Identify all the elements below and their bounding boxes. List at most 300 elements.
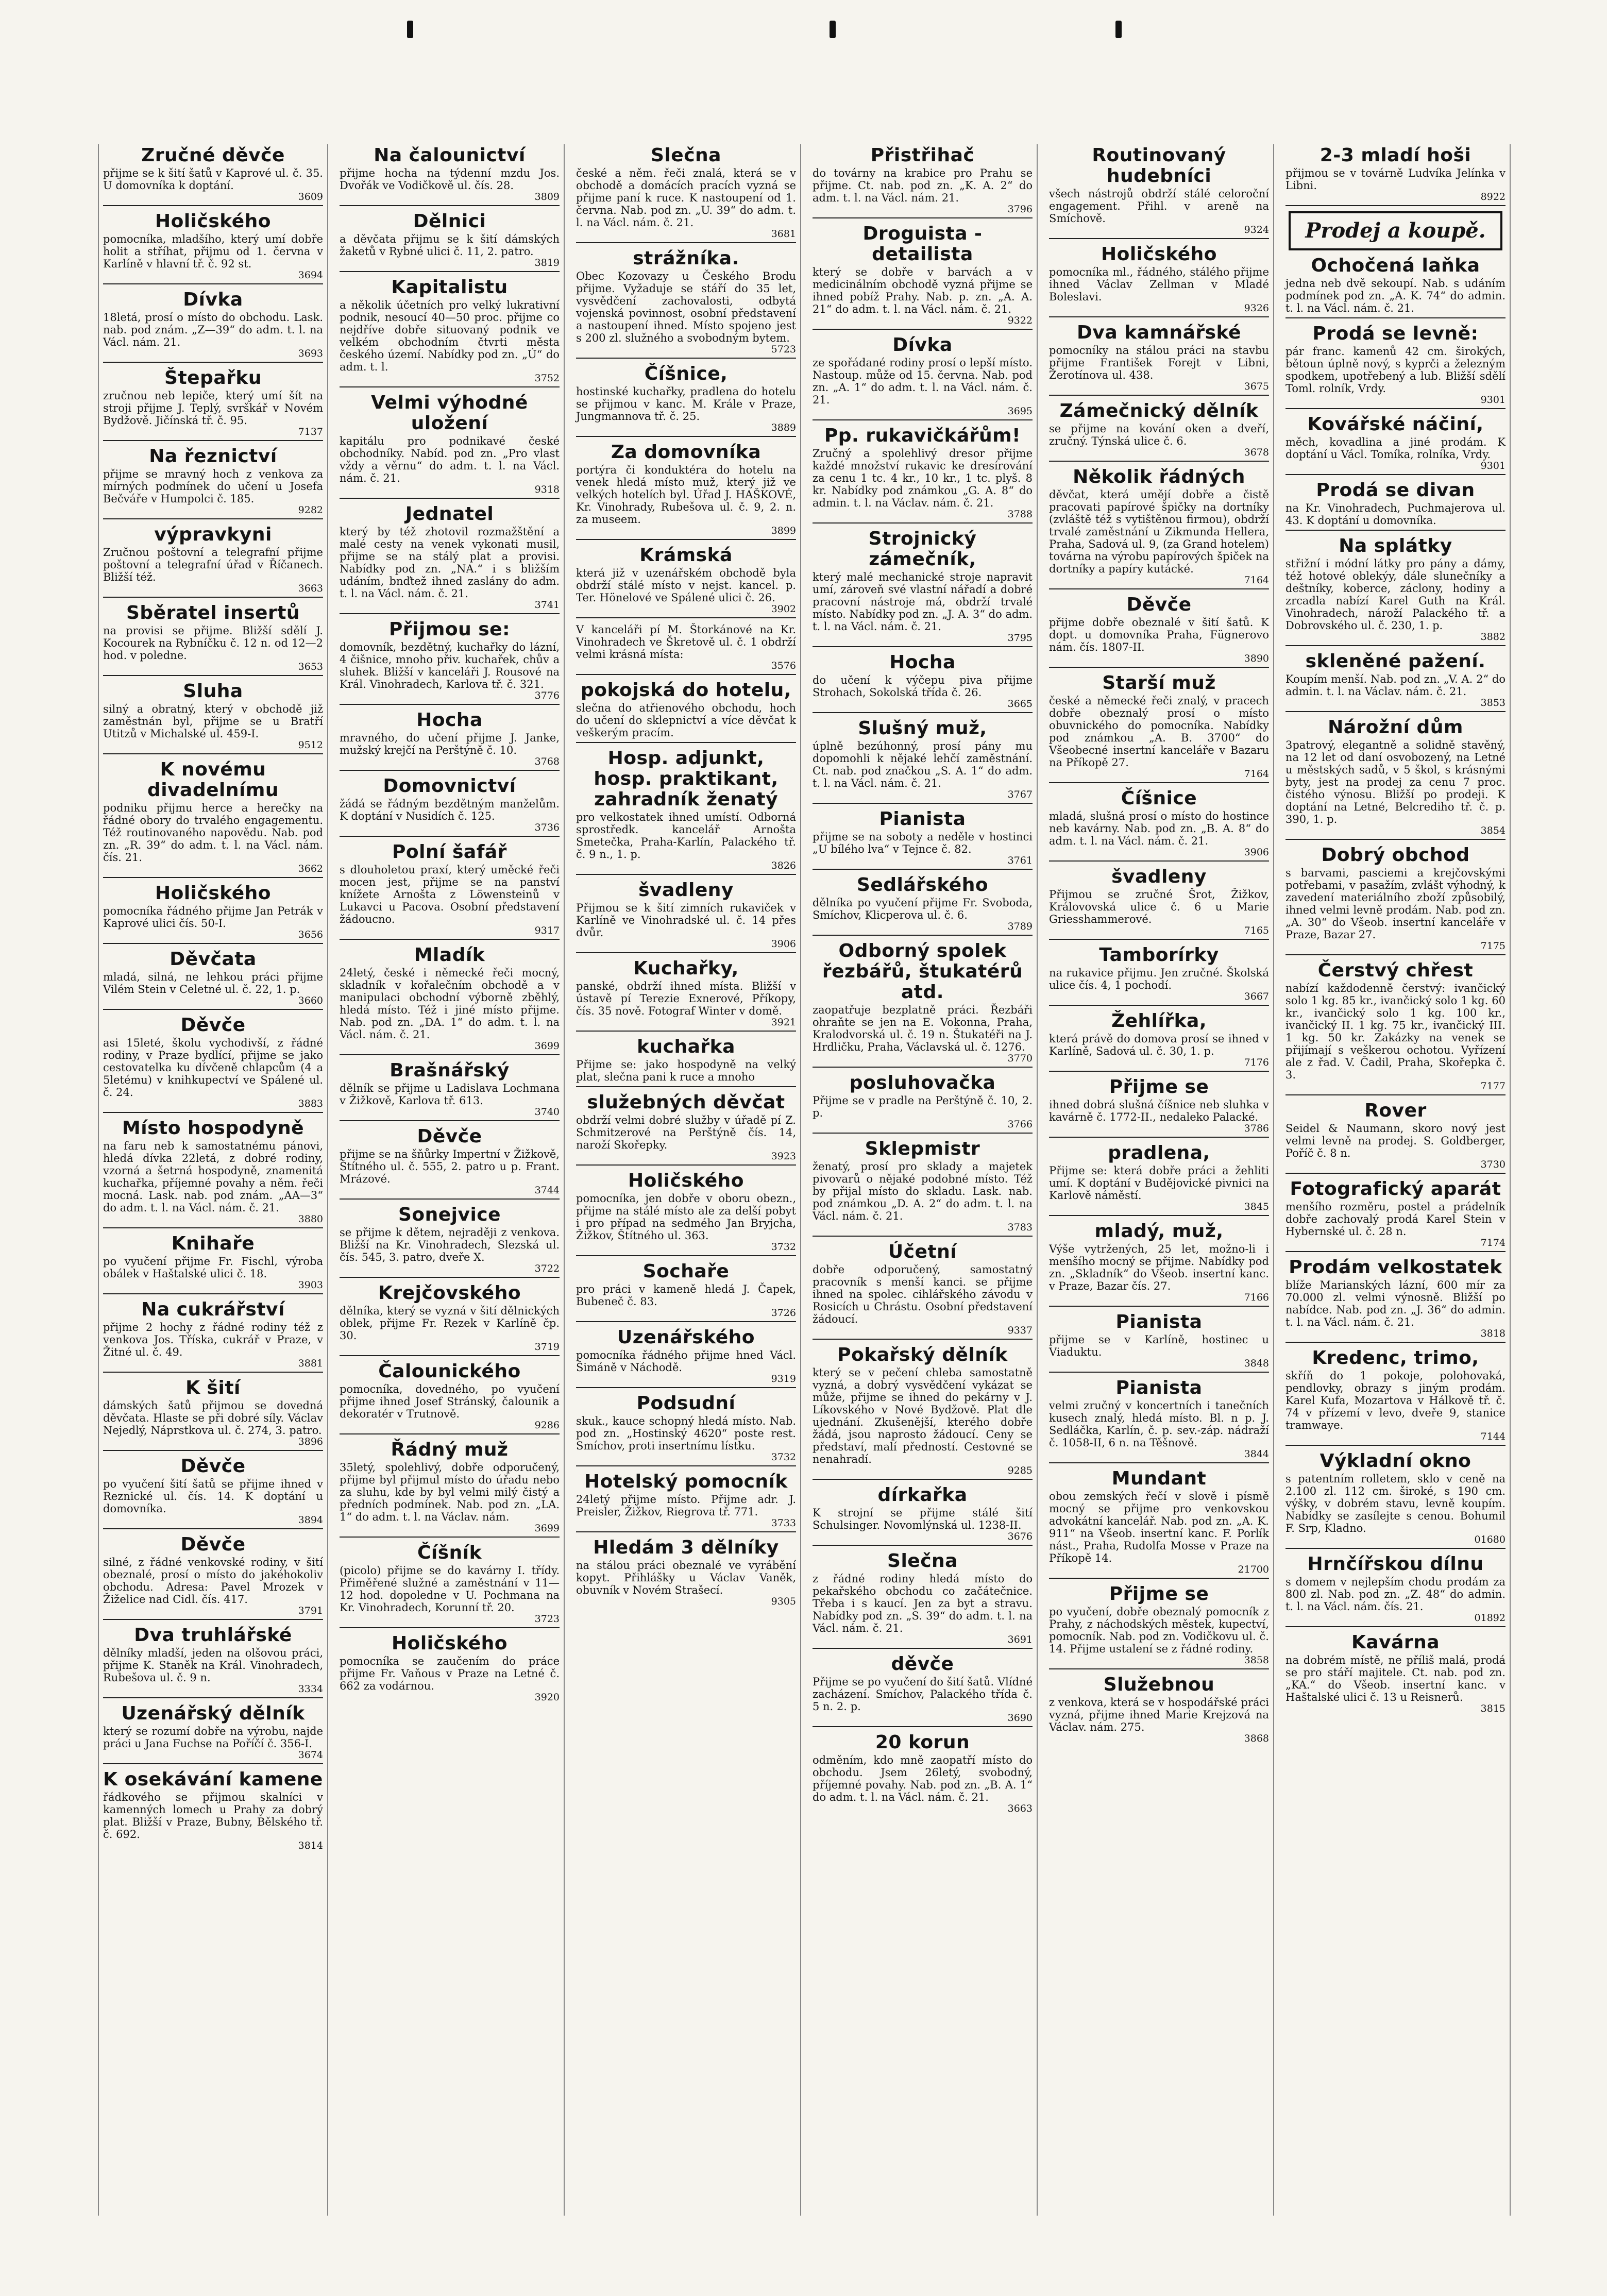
ad-heading: Holičského — [391, 1633, 508, 1654]
ad-heading: Holičského — [155, 211, 272, 232]
ad-body: 35letý, spolehlivý, dobře odporučený, přijme byl přijmul místo do úřadu nebo za sluhu, kde by byl velmi milý čistý a předních podmínek. Nab. pod zn. „LA. 1“ do adm. t. l. na Václav. nám. — [340, 1461, 560, 1523]
classified-ad — [340, 1543, 560, 1628]
ad-heading: pokojská do hotelu, — [581, 680, 791, 701]
classified-ad — [1285, 414, 1505, 475]
ad-heading: Dělnici — [413, 211, 486, 232]
ad-heading: Slečna — [887, 1550, 958, 1572]
ad-number: 3880 — [298, 1213, 323, 1225]
ad-heading: Děvče — [180, 1534, 246, 1555]
ad-heading: Mladík — [414, 944, 485, 966]
classified-ad — [340, 277, 560, 387]
ad-body: pomocníka, mladšího, který umí dobře holit a stříhat, přijmu od 1. června v Karlíně v hlavní tř. č. 92 st. — [103, 233, 323, 270]
ad-number: 3789 — [1007, 921, 1033, 932]
ad-number: 3903 — [298, 1279, 323, 1291]
classified-ad — [1285, 717, 1505, 840]
ad-heading: Hocha — [889, 652, 956, 673]
ad-body: přijme 2 hochy z řádné rodiny též z venkova Jos. Tříska, cukrář v Praze, v Žitné ul. č. 49. — [103, 1321, 323, 1358]
ad-body: dobře odporučený, samostatný pracovník s menší kanci. se přijme ihned na spolec. cihlářského závodu v Rosicích u Chrástu. Osobní představení žádoucí. — [813, 1263, 1033, 1325]
ad-number: 3723 — [534, 1613, 560, 1625]
classified-ad — [1285, 1348, 1505, 1446]
ad-body: měch, kovadlina a jiné prodám. K doptání u Václ. Tomíka, rolníka, Vrdy. — [1285, 436, 1505, 461]
classified-ad — [340, 710, 560, 771]
ad-body: V kanceláři pí M. Štorkánové na Kr. Vinohradech ve Škretově ul. č. 1 obdrží velmi krásná místa: — [576, 623, 796, 661]
ad-body: přijme se na šňůrky Impertní v Žižkově, Štítného ul. č. 555, 2. patro u p. Frant. Mrázové. — [340, 1148, 560, 1185]
ad-body: pro velkostatek ihned umístí. Odborná sprostředk. kancelář Arnošta Smetečka, Praha-Karlín, Palackého tř. č. 9 n., 1. p. — [576, 811, 796, 860]
ad-number: 9512 — [298, 739, 323, 751]
ad-number: 3334 — [298, 1683, 323, 1695]
ad-number: 7165 — [1244, 925, 1269, 936]
ad-heading: Sluha — [183, 681, 243, 702]
ad-number: 3853 — [1480, 697, 1505, 708]
ad-body: jedna neb dvě sekoupí. Nab. s udáním podmínek pod zn. „A. K. 74“ do admin. t. l. na Václ. nám. č. 21. — [1285, 277, 1505, 314]
classified-ad — [1049, 1675, 1269, 1747]
ad-body: na dobrém místě, ne příliš malá, prodá se pro stáří majitele. Ct. nab. pod zn. „KA.“ do Všeob. insertní kanc. v Haštalské ulici č. 13 u Reisnerů. — [1285, 1654, 1505, 1703]
ad-body: 3patrový, elegantně a solidně stavěný, na 12 let od daní osvobozený, na Letné u městských sadů, v 5 škol, s krásnými byty, jest na prodej za cenu 7 proc. čistého výnosu. Bližší po prodeji. K doptání na Letné, Belcrediho tř. č. p. 390, 1. p. — [1285, 739, 1505, 825]
ad-number: 9317 — [534, 925, 560, 936]
ad-heading: Na čalounictví — [374, 145, 526, 166]
ad-heading: Holičského — [155, 883, 272, 904]
classified-ad — [340, 1283, 560, 1356]
classified-ad — [813, 145, 1033, 218]
ad-heading: Několik řádných — [1073, 466, 1245, 487]
ad-body: české a něm. řeči znalá, která se v obchodě a domácích pracích vyzná se přijme paní k ruce. K nastoupení od 1. června. Nab. pod zn. „U. 39“ do adm. t. l. na Václ. nám. č. 21. — [576, 167, 796, 229]
ad-number: 3768 — [534, 756, 560, 767]
classified-ad — [1049, 788, 1269, 862]
ad-number: 9301 — [1480, 460, 1505, 471]
classified-ad — [576, 145, 796, 243]
classified-ad — [813, 1242, 1033, 1340]
ad-body: který by též zhotovil rozmažštění a malé cesty na venek vykonati musil, přijme se na stálý plat a provisi. Nabídky pod zn. „NA.“ i s bližším udáním, bnďtež ihned zaslány do adm. t. l. na Václ. nám. č. 21. — [340, 526, 560, 600]
ad-number: 3767 — [1007, 789, 1033, 800]
ad-heading: Hledám 3 dělníky — [593, 1537, 779, 1558]
ad-number: 3699 — [534, 1040, 560, 1052]
ad-number: 3906 — [1244, 847, 1269, 858]
classified-ad — [103, 368, 323, 441]
ad-number: 3766 — [1007, 1119, 1033, 1130]
ad-heading: Pianista — [1115, 1377, 1203, 1398]
ad-number: 3868 — [1244, 1733, 1269, 1744]
ad-heading: 2-3 mladí hoši — [1320, 145, 1471, 166]
column-3 — [572, 144, 801, 2216]
ad-heading: Přijme se — [1109, 1583, 1209, 1605]
ad-body: přijme se v Karlíně, hostinec u Viaduktu. — [1049, 1333, 1269, 1358]
ad-heading: Rover — [1364, 1100, 1427, 1121]
classified-ad — [1049, 323, 1269, 396]
ad-number: 3741 — [534, 599, 560, 611]
ad-heading: výpravkyni — [154, 524, 272, 545]
ad-heading: Ochočená laňka — [1311, 255, 1480, 276]
ad-number: 3899 — [771, 525, 796, 536]
ad-number: 3786 — [1244, 1123, 1269, 1134]
classified-ad — [103, 446, 323, 519]
classified-ad — [1285, 651, 1505, 712]
ad-number: 7175 — [1480, 940, 1505, 952]
classified-ad — [1049, 1378, 1269, 1463]
ad-body: hostinské kuchařky, pradlena do hotelu se přijmou v kanc. M. Krále v Praze, Jungmannova tř. č. 25. — [576, 385, 796, 423]
ad-body: pro práci v kameně hledá J. Čapek, Bubeneč č. 83. — [576, 1283, 796, 1308]
ad-body: 18letá, prosí o místo do obchodu. Lask. nab. pod znám. „Z—39“ do adm. t. l. na Václ. nám. 21. — [103, 311, 323, 348]
ad-body: Výše vytržených, 25 let, možno-li i menšího mocný se přijme. Nabídky pod zn. „Skladník“ do Všeob. insertní kanc. v Praze, Bazar čís. 27. — [1049, 1243, 1269, 1292]
ad-number: 01892 — [1474, 1612, 1505, 1624]
ad-number: 7144 — [1480, 1431, 1505, 1442]
ad-number: 3752 — [534, 373, 560, 384]
ad-number: 9326 — [1244, 302, 1269, 314]
ad-heading: Dívka — [892, 334, 953, 356]
ad-number: 8922 — [1480, 191, 1505, 202]
classified-ad — [1049, 1011, 1269, 1072]
ad-number: 3819 — [534, 257, 560, 268]
ad-body: přijme se k šití šatů v Kaprové ul. č. 35. U domovníka k doptání. — [103, 167, 323, 192]
classified-ad — [813, 426, 1033, 524]
ad-number: 3660 — [298, 995, 323, 1006]
classified-ad — [576, 1092, 796, 1166]
ad-number: 7164 — [1244, 768, 1269, 780]
ad-heading: Štepařku — [164, 367, 262, 389]
ad-body: přijme hocha na týdenní mzdu Jos. Dvořák ve Vodičkově ul. čís. 28. — [340, 167, 560, 192]
ad-heading: Sonejvice — [398, 1204, 501, 1225]
ad-heading: Slečna — [651, 145, 721, 166]
ad-number: 3693 — [298, 348, 323, 359]
classified-ad — [813, 875, 1033, 936]
classified-ad — [576, 680, 796, 743]
newspaper-page — [98, 144, 1511, 2216]
classified-ad — [340, 776, 560, 837]
ad-body: úplně bezúhonný, prosí pány mu dopomohli k nějaké lehčí zaměstnání. Ct. nab. pod značkou „S. A. 1“ do adm. t. l. na Václ. nám. č. 21. — [813, 740, 1033, 789]
classified-ad — [1049, 145, 1269, 239]
ad-heading: švadleny — [1111, 866, 1207, 887]
ad-body: menšího rozměru, postel a prádelník dobře zachovalý prodá Karel Stein v Hybernské ul. č. 28 n. — [1285, 1201, 1505, 1238]
ad-body: řádkového se přijmou skalníci v kamenných lomech u Prahy za dobrý plat. Bližší v Praze, Bubny, Bělského tř. č. 692. — [103, 1791, 323, 1841]
ad-body: který se v pečení chleba samostatně vyzná, a dobrý vysvědčení vykázat se může, přijme se ihned do pekárny v J. Líkovského v Nové Bydžově. Plat dle ujednání. Zkušenější, kterého dobře žádá, jsou naprosto žádoucí. Ceny se představí, malí předností. Cestovné se nenahradí. — [813, 1366, 1033, 1465]
ad-number: 3788 — [1007, 509, 1033, 520]
ad-number: 3663 — [1007, 1803, 1033, 1814]
ad-heading: dírkařka — [877, 1484, 968, 1506]
ad-number: 7176 — [1244, 1057, 1269, 1068]
ad-heading: děvče — [891, 1653, 954, 1675]
ad-number: 3883 — [298, 1098, 323, 1109]
ad-body: pomocníka řádného přijme hned Václ. Šimáně v Náchodě. — [576, 1349, 796, 1374]
ad-number: 3732 — [771, 1451, 796, 1463]
classified-ad — [813, 1485, 1033, 1546]
ad-body: dělníky mladší, jeden na olšovou práci, přijme K. Staněk na Král. Vinohradech, Rubešova ul. č. 9 n. — [103, 1647, 323, 1684]
classified-ad — [813, 1345, 1033, 1480]
ad-heading: Nárožní dům — [1328, 717, 1463, 738]
ad-heading: K novému divadelnímu — [147, 759, 279, 801]
ad-heading: Kapitalistu — [391, 277, 508, 298]
ad-heading: Pokařský dělník — [837, 1344, 1008, 1365]
ad-body: kapitálu pro podnikavé české obchodníky. Nabíd. pod zn. „Pro vlast vždy a věrnu“ do adm. t. l. na Václ. nám. č. 21. — [340, 435, 560, 484]
ad-heading: Domovnictví — [383, 775, 516, 797]
ad-heading: Jednatel — [405, 503, 494, 525]
classified-ad — [1049, 401, 1269, 462]
classified-ad — [1285, 1101, 1505, 1174]
classified-ad — [813, 1073, 1033, 1134]
ad-heading: Droguista - detailista — [862, 223, 983, 265]
ad-body: s dlouholetou praxí, který uměcké řeči mocen jest, přijme se na panství knížete Arnošta z Löwensteinů v Lukavci u Pacova. Osobní představení žádoucno. — [340, 864, 560, 925]
ad-heading: Polní šafář — [392, 841, 507, 863]
ad-heading: skleněné pažení. — [1305, 651, 1486, 672]
ad-number: 3730 — [1480, 1159, 1505, 1170]
ad-body: z venkova, která se v hospodářské práci vyzná, přijme ihned Marie Krejzová na Václav. nám. 275. — [1049, 1696, 1269, 1733]
ad-number: 3732 — [771, 1241, 796, 1253]
classified-ad — [1049, 1312, 1269, 1373]
ad-body: pomocníka, jen dobře v oboru obezn., přijme na stálé místo ale za delší pobyt i pro případ na sedmého Jan Bryjcha, Žižkov, Štítného ul. 363. — [576, 1192, 796, 1242]
classified-ad — [576, 748, 796, 875]
ad-body: pomocníky na stálou práci na stavbu přijme František Forejt v Libni, Žerotínova ul. 438. — [1049, 344, 1269, 381]
classified-ad — [103, 1234, 323, 1294]
classified-ad — [103, 681, 323, 754]
classified-ad — [576, 442, 796, 540]
ad-number: 3722 — [534, 1263, 560, 1274]
ad-heading: Dva kamnářské — [1077, 322, 1241, 343]
classified-ad — [1049, 867, 1269, 940]
ad-body: Přijmou se zručné Šrot, Žižkov, Královovská ulice č. 6 u Marie Griesshammerové. — [1049, 888, 1269, 925]
ad-body: skuk., kauce schopný hledá místo. Nab. pod zn. „Hostinský 4620“ poste rest. Smíchov, proti insertnímu lístku. — [576, 1415, 796, 1452]
classified-ad — [813, 718, 1033, 804]
ad-heading: pradlena, — [1108, 1142, 1210, 1163]
ad-body: žádá se řádným bezdětným manželům. K doptání v Nusidích č. 125. — [340, 798, 560, 822]
classified-ad — [340, 393, 560, 499]
ad-heading: Kovářské náčiní, — [1307, 414, 1484, 435]
ad-heading: Routinovaný hudebníci — [1092, 145, 1226, 187]
ad-body: asi 15leté, školu vychodivší, z řádné rodiny, v Praze bydlící, přijme se jako cestovatelka ku dívčeně chlapcům (4 a 5letému) v knihkupectví ve Spálené ul. č. 24. — [103, 1037, 323, 1099]
ad-body: s barvami, pasciemi a krejčovskými potřebami, v pasažím, zvlášt výhodný, k zavedení materiálního zboží způsobilý, ihned velmi levně prodám. Nab. pod zn. „A. 30“ do Všeob. insertní kanceláře v Praze, Bazar 27. — [1285, 867, 1505, 941]
ad-body: mravného, do učení přijme J. Janke, mužský krejčí na Perštýně č. 10. — [340, 732, 560, 756]
ad-body: velmi zručný v koncertních i tanečních kusech znalý, hledá místo. Bl. n p. J. Sedláčka, Karlín, č. p. sev.-záp. nádraží č. 1058-II, 6 n. na Těšnově. — [1049, 1399, 1269, 1449]
ad-number: 9301 — [1480, 394, 1505, 406]
ad-body: pomocníka, dovedného, po vyučení přijme ihned Josef Stránský, čalounik a dekoratér v Trutnově. — [340, 1383, 560, 1420]
ad-body: Koupím menší. Nab. pod zn. „V. A. 2“ do admin. t. l. na Václav. nám. č. 21. — [1285, 673, 1505, 698]
ad-heading: Za domovníka — [611, 442, 762, 463]
ad-heading: Krámská — [639, 545, 733, 566]
ad-heading: Hocha — [416, 710, 483, 731]
ad-number: 3699 — [534, 1523, 560, 1534]
classified-ad — [1049, 945, 1269, 1006]
ad-body: slečna do atřienového obchodu, hoch do učení do sklepnictví a více děvčat k veškerým pracím. — [576, 702, 796, 739]
ad-heading: mladý, muž, — [1094, 1221, 1224, 1242]
classified-ad — [103, 949, 323, 1010]
ad-number: 9285 — [1007, 1465, 1033, 1476]
ad-body: na Kr. Vinohradech, Puchmajerova ul. 43. K doptání u domovníka. — [1285, 502, 1505, 527]
ad-heading: Mundant — [1111, 1468, 1207, 1489]
ad-body: dělníka po vyučení přijme Fr. Svoboda, Smíchov, Klicperova ul. č. 6. — [813, 897, 1033, 921]
classified-ad — [103, 211, 323, 284]
classified-ad — [103, 1118, 323, 1228]
ad-heading: služebných děvčat — [587, 1092, 785, 1113]
ad-heading: Slušný muž, — [858, 718, 987, 739]
ad-number: 3694 — [298, 269, 323, 281]
ad-body: obou zemských řečí v slově i písmě mocný se přijme pro venkovskou advokátní kancelář. Nab. pod zn. „A. K. 911“ na Všeob. insertní kanc. F. Porlík nást., Praha, Rudolfa Mosse v Praze na Příkopě 14. — [1049, 1490, 1269, 1564]
classified-ad — [1049, 1584, 1269, 1669]
classified-ad — [576, 880, 796, 953]
ad-heading: Na cukrářství — [141, 1299, 285, 1320]
classified-ad — [340, 145, 560, 206]
ad-number: 3809 — [534, 191, 560, 202]
ad-number: 3663 — [298, 583, 323, 594]
classified-ad — [340, 1440, 560, 1538]
classified-ad — [576, 248, 796, 359]
ad-body: Zručný a spolehlivý dresor přijme každé množství rukavic ke dresírování za cenu 1 tc. 4 kr., 10 kr., 1 tc. plyš. 8 kr. Nabídky pod známkou „G. A. 8“ do admin. t. l. na Václav. nám. č. 21. — [813, 447, 1033, 509]
classified-ad — [103, 290, 323, 363]
ad-body: blíže Marianských lázní, 600 mír za 70.000 zl. velmi výnosně. Bližší po nabídce. Nab. pod zn. „J. 36“ do admin. t. l. na Václ. nám. č. 21. — [1285, 1279, 1505, 1328]
ad-body: K strojní se přijme stálé šití Schulsinger. Novomlýnská ul. 1238-II. — [813, 1507, 1033, 1531]
classified-ad — [813, 335, 1033, 420]
ad-body: Přijme se: která dobře práci a žehliti umí. K doptání v Budějovické pivnici na Karlově náměstí. — [1049, 1164, 1269, 1202]
ad-heading: Přijme se — [1109, 1076, 1209, 1098]
classified-ad — [1285, 960, 1505, 1095]
ad-body: panské, obdrží ihned místa. Bližší v ústavě pí Terezie Exnerové, Příkopy, čís. 35 nově. Fotograf Winter v domě. — [576, 980, 796, 1017]
ad-number: 9305 — [771, 1596, 796, 1607]
ad-number: 7177 — [1480, 1081, 1505, 1092]
ad-body: odměním, kdo mně zaopatří místo do obchodu. Jsem 26letý, svobodný, příjemné povahy. Nab. pod zn. „B. A. 1“ do adm. t. l. na Václ. nám. č. 21. — [813, 1754, 1033, 1803]
ad-heading: Řádný muž — [391, 1439, 509, 1460]
ad-body: se přijme k dětem, nejraději z venkova. Bližší na Kr. Vinohradech, Slezská ul. čís. 545, 3. patro, dveře X. — [340, 1226, 560, 1263]
punch-mark — [830, 21, 836, 38]
ad-body: české a německé řeči znalý, v pracech dobře obeznalý prosí o místo obuvnického do pomocníka. Nabídky pod známkou „A. B. 3700“ do Všeobecné insertní kanceláře v Bazaru na Příkopě 27. — [1049, 695, 1269, 769]
ad-heading: Odborný spolek řezbářů, štukatérů atd. — [822, 940, 1023, 1003]
ad-body: podniku přijmu herce a herečky na řádné obory do trvalého engagementu. Též routinovaného napovědu. Nab. pod zn. „R. 39“ do adm. t. l. na Václ. nám. čís. 21. — [103, 802, 323, 864]
ad-heading: Podsudní — [636, 1393, 736, 1414]
ad-heading: Pianista — [879, 808, 966, 830]
ad-body: do učení k výčepu piva přijme Strohach, Sokolská třída č. 26. — [813, 674, 1033, 699]
classified-ad — [1285, 324, 1505, 409]
ad-heading: Prodám velkostatek — [1289, 1257, 1502, 1278]
ad-number: 3695 — [1007, 406, 1033, 417]
ad-body: portýra či konduktéra do hotelu na venek hledá místo muž, který již ve velkých hotelích byl. Úřad J. HAŠKOVÉ, Kr. Vinohrady, Rubešova ul. č. 9, 2. n. za museem. — [576, 464, 796, 526]
ad-body: dámských šatů přijmou se dovedná děvčata. Hlaste se při dobré síly. Václav Nejedlý, Náprstkova ul. č. 274, 3. patro. — [103, 1399, 323, 1437]
ad-number: 7174 — [1480, 1237, 1505, 1248]
ad-heading: Na řeznictví — [149, 446, 277, 467]
ad-heading: Děvče — [1126, 594, 1192, 615]
ad-body: s patentním rolletem, sklo v ceně na 2.100 zl. 112 cm. široké, s 190 cm. výšky, v dobrém stavu, levně koupím. Nabídky se zasílejte s cenou. Bohumil F. Srp, Kladno. — [1285, 1473, 1505, 1534]
ad-number: 3691 — [1007, 1634, 1033, 1645]
classified-ad — [1285, 845, 1505, 955]
classified-ad — [103, 1534, 323, 1620]
ad-body: ihned dobrá slušná číšnice neb sluhka v kavárně č. 1772-II., nedaleko Palacké. — [1049, 1099, 1269, 1123]
ad-body: Seidel & Naumann, skoro nový jest velmi levně na prodej. S. Goldberger, Poříč č. 8 n. — [1285, 1122, 1505, 1159]
ad-heading: Přistřihač — [870, 145, 975, 166]
ad-body: přijme dobře obeznalé v šití šatů. K dopt. u domovníka Praha, Fügnerovo nám. čís. 1807-II. — [1049, 616, 1269, 653]
ad-number: 3676 — [1007, 1531, 1033, 1542]
classified-ad — [340, 1633, 560, 1706]
classified-ad — [813, 1654, 1033, 1727]
ad-number: 3795 — [1007, 632, 1033, 644]
ad-heading: Prodá se levně: — [1312, 323, 1479, 344]
ad-number: 3656 — [298, 929, 323, 940]
ad-body: Obec Kozovazy u Českého Brodu přijme. Vyžaduje se stáří do 35 let, vysvědčení zachovalosti, odbytá vojenská povinnost, osobní představení a nastoupení ihned. Místo spojeno jest s 200 zl. služného a svobodným bytem. — [576, 270, 796, 344]
ad-number: 3783 — [1007, 1222, 1033, 1233]
classified-ad — [103, 145, 323, 206]
ad-number: 3761 — [1007, 855, 1033, 866]
ad-number: 9319 — [771, 1373, 796, 1385]
ad-body: zručnou neb lepiče, který umí šít na stroji přijme J. Teplý, svrškář v Novém Bydžově. Jičínská tř. č. 95. — [103, 390, 323, 427]
ad-heading: Sedlářského — [856, 874, 989, 896]
ad-body: pomocníka se zaučením do práce přijme Fr. Vaňous v Praze na Letné č. 662 za vodárnou. — [340, 1655, 560, 1692]
ad-number: 3890 — [1244, 653, 1269, 664]
classified-ad — [576, 1037, 796, 1087]
ad-number: 3681 — [771, 228, 796, 240]
ad-heading: Dobrý obchod — [1321, 845, 1470, 866]
ad-body: skříň do 1 pokoje, polohovaká, pendlovky, obrazy s jiným prodám. Karel Kufa, Mozartova v Hálkově tř. č. 74 v přízemí v levo, dveře 9, stanice tramwaye. — [1285, 1370, 1505, 1431]
ad-body: a několik účetních pro velký lukrativní podnik, nesoucí 40—50 proc. přijme co nejdříve dobře situovaný podnik ve velkém obchodním čtvrti města českého území. Nabídky pod zn. „Ú“ do adm. t. l. — [340, 299, 560, 373]
classified-ad — [576, 364, 796, 437]
classified-ad — [813, 652, 1033, 713]
classified-ad — [103, 759, 323, 878]
classified-ad — [1285, 1179, 1505, 1252]
column-2 — [335, 144, 565, 2216]
ad-body: děvčat, která umějí dobře a čistě pracovati papírové špičky na dortníky (zvláště též s vytištěnou firmou), obdrží trvalé zaměstnání u Zikmunda Hellera, Praha, Sadová ul. 9, (za Grand hotelem) továrna na výrobu papírových špiček na dortníky a papíry kutácké. — [1049, 488, 1269, 575]
ad-number: 9337 — [1007, 1325, 1033, 1336]
ad-body: přijmou se v továrně Ludvíka Jelínka v Libni. — [1285, 167, 1505, 192]
ad-body: Přijme se: jako hospodyně na velký plat, slečna pani k ruce a mnoho — [576, 1058, 796, 1083]
ad-number: 3894 — [298, 1514, 323, 1526]
ad-number: 3776 — [534, 690, 560, 701]
classified-ad — [1049, 595, 1269, 668]
ad-number: 3576 — [771, 660, 796, 671]
classified-ad — [1049, 1221, 1269, 1307]
classified-ad — [103, 1015, 323, 1113]
ad-body: domovník, bezdětný, kuchařky do lázní, 4 čišnice, mnoho přiv. kuchařek, chův a sluhek. Bližší v kanceláři J. Rousové na Král. Vinohradech, Karlova tř. č. 321. — [340, 641, 560, 690]
ad-heading: Dva truhlářské — [134, 1625, 292, 1646]
classified-ad — [340, 1126, 560, 1200]
ad-number: 3662 — [298, 863, 323, 874]
classified-ad — [340, 842, 560, 940]
ad-number: 9324 — [1244, 224, 1269, 235]
ad-number: 7164 — [1244, 575, 1269, 586]
ad-number: 5723 — [771, 344, 796, 355]
classified-ad — [340, 619, 560, 705]
ad-heading: K šití — [185, 1377, 241, 1398]
ad-number: 3736 — [534, 822, 560, 833]
classified-ad — [1049, 1077, 1269, 1138]
ad-heading: Děvče — [417, 1126, 482, 1147]
ad-number: 3609 — [298, 191, 323, 202]
ad-number: 3906 — [771, 938, 796, 950]
classified-ad — [576, 958, 796, 1032]
ad-number: 3854 — [1480, 825, 1505, 836]
classified-ad — [103, 1703, 323, 1764]
ad-heading: Holičského — [1101, 244, 1217, 265]
classified-ad — [340, 504, 560, 614]
ad-heading: Zámečnický dělník — [1059, 400, 1259, 421]
classified-ad — [103, 1299, 323, 1373]
ad-heading: Kuchařky, — [633, 958, 739, 979]
ad-heading: Místo hospodyně — [122, 1118, 305, 1139]
classified-ad — [576, 1538, 796, 1610]
ad-number: 3665 — [1007, 698, 1033, 710]
classified-ad — [340, 1205, 560, 1278]
ad-heading: Hosp. adjunkt, hosp. praktikant, zahradník ženatý — [594, 748, 779, 810]
ad-body: silné, z řádné venkovské rodiny, v šití obeznalé, prosí o místo do jakéhokoliv obchodu. Adresa: Pavel Mrozek v Žiželice nad Cidl. čís. 417. — [103, 1556, 323, 1606]
column-6 — [1281, 144, 1511, 2216]
ad-body: mladá, silná, ne lehkou práci přijme Vilém Stein v Celetné ul. č. 22, 1. p. — [103, 971, 323, 995]
ad-number: 3826 — [771, 860, 796, 871]
ad-body: všech nástrojů obdrží stálé celoroční engagement. Přihl. v areně na Smíchově. — [1049, 188, 1269, 225]
ad-number: 3674 — [298, 1749, 323, 1761]
ad-body: který malé mechanické stroje napravit umí, zároveň své vlastní nářadí a dobré pracovní nástroje má, obdrží trvalé místo. Nabídky pod zn. „J. A. 3“ do adm. t. l. na Václ. nám. č. 21. — [813, 571, 1033, 633]
ad-body: na stálou práci obeznalé ve vyrábění kopyt. Přihlášky u Václav Vaněk, obuvník v Novém Strašecí. — [576, 1559, 796, 1596]
ad-number: 3858 — [1244, 1655, 1269, 1666]
classified-ad — [1049, 244, 1269, 317]
ad-body: s domem v nejlepším chodu prodám za 800 zl. Nab. pod zn. „Z. 48“ do admin. t. l. na Václ. nám. čís. 21. — [1285, 1576, 1505, 1613]
ad-heading: Sklepmistr — [865, 1138, 980, 1159]
ad-number: 3881 — [298, 1358, 323, 1369]
ad-body: zaopatřuje bezplatně práci. Řezbáři ohraňte se jen na E. Vokonna, Praha, Kralodvorská ul. č. 19 n. Štukatéři na J. Hrdličku, Praha, Václavská ul. č. 1276. — [813, 1004, 1033, 1053]
ad-number: 3844 — [1244, 1448, 1269, 1460]
ad-number: 3845 — [1244, 1201, 1269, 1212]
ad-heading: Žehlířka, — [1111, 1010, 1207, 1032]
ad-body: Zručnou poštovní a telegrafní přijme poštovní a telegrafní úřad v Říčanech. Bližší též. — [103, 546, 323, 583]
